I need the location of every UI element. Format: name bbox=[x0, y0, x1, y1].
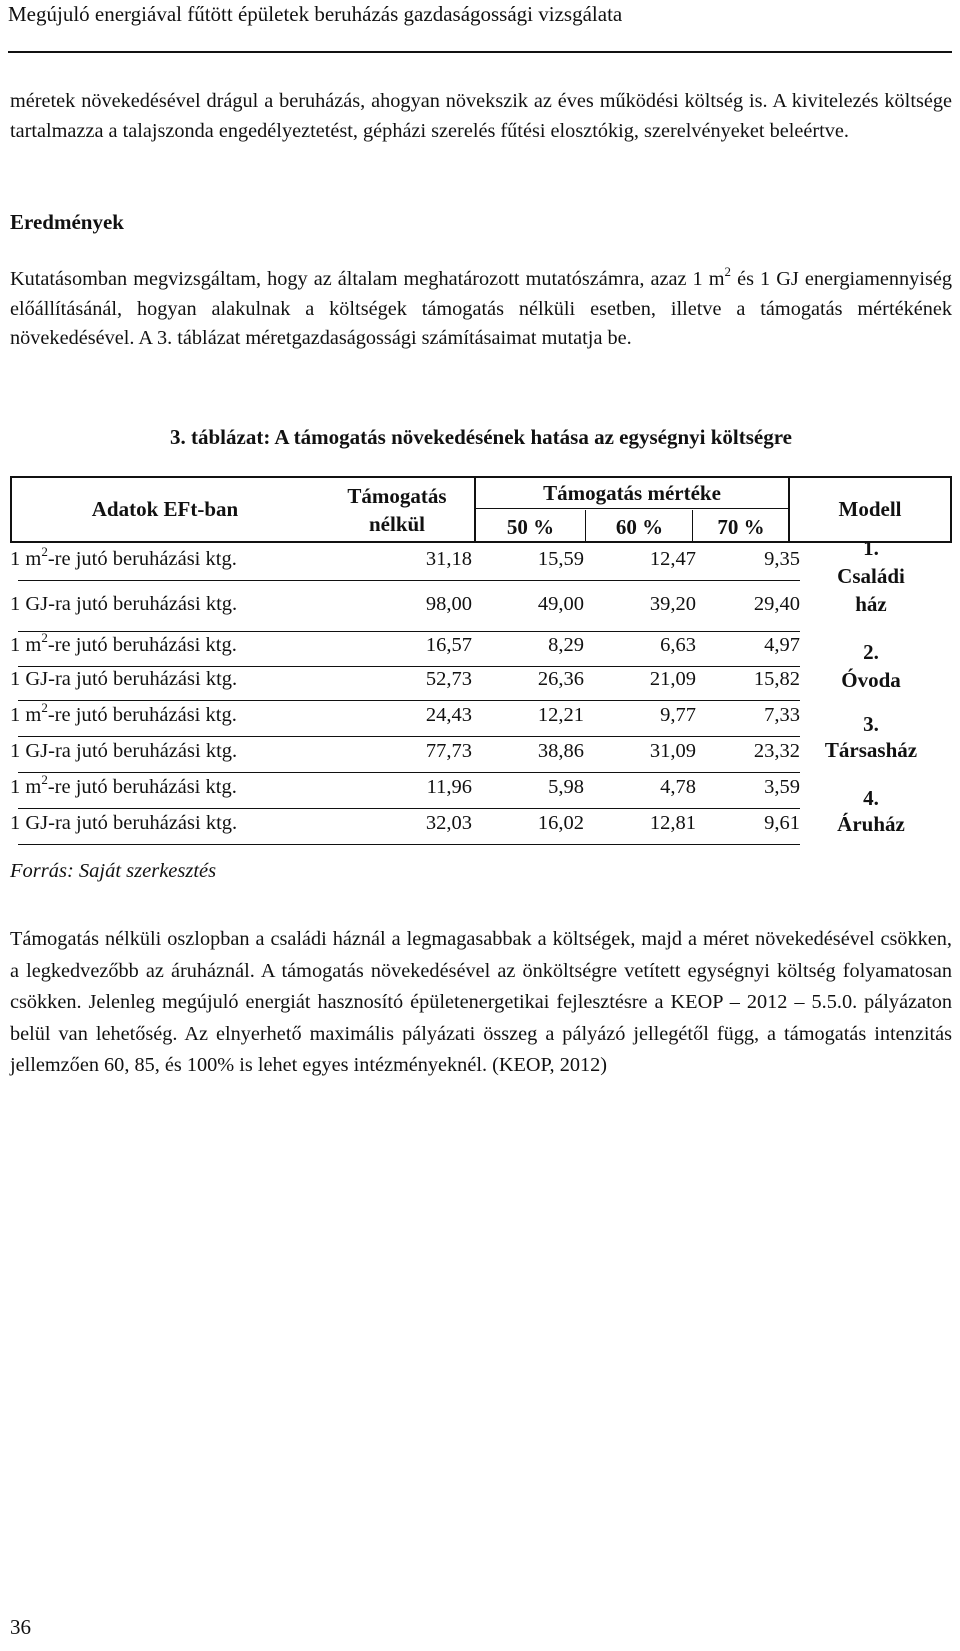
row-label: 1 GJ-ra jutó beruházási ktg. bbox=[10, 740, 238, 762]
header-support-rate: Támogatás mértéke bbox=[543, 481, 721, 505]
header-right-rule bbox=[950, 476, 952, 543]
row-label-text: 1 m bbox=[10, 634, 42, 656]
cell-no-support: 77,73 bbox=[425, 740, 472, 762]
header-data-label: Adatok EFt-ban bbox=[91, 497, 239, 521]
header-rule bbox=[8, 51, 952, 53]
header-no-support-2: nélkül bbox=[368, 512, 426, 536]
rate-divider-rule bbox=[476, 508, 788, 509]
row-label-text: 1 m bbox=[10, 704, 42, 726]
cell-no-support: 32,03 bbox=[425, 812, 472, 834]
row-label-sup: 2 bbox=[41, 630, 48, 645]
page-number: 36 bbox=[10, 1615, 31, 1639]
conclusion-paragraph: Támogatás nélküli oszlopban a családi háznál a legmagasabbak a költségek, majd a méret növekedésével csökken, a legkedvezőbb az áruháznál. A támogatás növekedésével az önköltségre vetített egységnyi költség folyamatosan csökken. Jelenleg megújuló energiát hasznosító épületenergetikai fejlesztésre a KEOP – 2012 – 5.5.0. pályázaton belül van lehetőség. Az elnyerhető maximális pályázati összeg a pályázó jellegétől függ, a támogatás intenzitás jellemzően 60, 85, és 100% is lehet egyes intézményeknél. (KEOP, 2012) bbox=[10, 928, 952, 1076]
row-label-text: 1 m bbox=[10, 776, 42, 798]
cell-rate-70: 23,32 bbox=[753, 740, 800, 762]
header-rate-50: 50 % bbox=[506, 515, 555, 539]
table-caption: 3. táblázat: A támogatás növekedésének hatása az egységnyi költségre bbox=[170, 425, 792, 449]
cell-rate-60: 9,77 bbox=[660, 704, 696, 726]
cell-rate-70: 29,40 bbox=[753, 593, 800, 615]
header-no-support-1: Támogatás bbox=[347, 484, 447, 508]
model-label: Áruház bbox=[837, 812, 905, 836]
row-label bbox=[10, 630, 237, 657]
cell-rate-60: 6,63 bbox=[660, 634, 696, 656]
row-rule bbox=[18, 844, 800, 845]
table-row bbox=[10, 544, 800, 584]
header-col-rule-3 bbox=[692, 510, 693, 543]
cell-rate-60: 21,09 bbox=[649, 668, 696, 690]
table-row bbox=[10, 668, 800, 704]
cell-rate-60: 12,81 bbox=[649, 812, 696, 834]
row-rule bbox=[18, 631, 800, 632]
cell-rate-60: 39,20 bbox=[649, 593, 696, 615]
row-label-sup: 2 bbox=[41, 772, 48, 787]
table-row bbox=[10, 630, 800, 670]
row-rule bbox=[18, 666, 800, 667]
model-label: ház bbox=[855, 592, 887, 616]
results-superscript: 2 bbox=[724, 264, 732, 279]
model-label: Társasház bbox=[824, 738, 918, 762]
cell-rate-70: 4,97 bbox=[764, 634, 800, 656]
header-model: Modell bbox=[838, 497, 902, 521]
cell-rate-50: 12,21 bbox=[537, 704, 584, 726]
cell-rate-70: 9,35 bbox=[764, 548, 800, 570]
model-label: 2. bbox=[863, 640, 879, 664]
table-row bbox=[10, 740, 800, 776]
cell-rate-70: 3,59 bbox=[764, 776, 800, 798]
model-label: Családi bbox=[837, 564, 905, 588]
row-label-text: -re jutó beruházási ktg. bbox=[47, 548, 237, 570]
header-rate-60: 60 % bbox=[615, 515, 664, 539]
cell-rate-50: 26,36 bbox=[537, 668, 584, 690]
row-label bbox=[10, 700, 237, 727]
cell-rate-60: 12,47 bbox=[649, 548, 696, 570]
results-text-2: és 1 GJ energiamennyiség előállításánál, hogyan alakulnak a költségek támogatás nélküli esetben, illetve a támogatás mértékének növekedésével. A 3. táblázat méretgazdaságossági számításaimat mutatja be. bbox=[10, 268, 952, 349]
row-label: 1 GJ-ra jutó beruházási ktg. bbox=[10, 812, 238, 834]
row-label: 1 GJ-ra jutó beruházási ktg. bbox=[10, 668, 238, 690]
cell-rate-50: 5,98 bbox=[548, 776, 584, 798]
row-label-sup: 2 bbox=[41, 544, 48, 559]
header-rate-70: 70 % bbox=[717, 515, 765, 539]
row-rule bbox=[18, 700, 800, 701]
table-row bbox=[10, 700, 800, 740]
cell-no-support: 52,73 bbox=[425, 668, 472, 690]
cell-rate-50: 8,29 bbox=[548, 634, 584, 656]
cell-rate-50: 16,02 bbox=[537, 812, 584, 834]
cell-rate-50: 49,00 bbox=[537, 593, 584, 615]
row-label-text: -re jutó beruházási ktg. bbox=[47, 776, 237, 798]
cell-no-support: 16,57 bbox=[425, 634, 472, 656]
table-header bbox=[10, 476, 952, 543]
row-rule bbox=[18, 580, 800, 581]
cell-rate-50: 38,86 bbox=[537, 740, 584, 762]
results-text-1: Kutatásomban megvizsgáltam, hogy az általam meghatározott mutatószámra, azaz 1 m bbox=[10, 268, 725, 290]
row-rule bbox=[18, 808, 800, 809]
model-label: Óvoda bbox=[841, 668, 901, 692]
cell-no-support: 11,96 bbox=[426, 776, 472, 798]
row-label: 1 GJ-ra jutó beruházási ktg. bbox=[10, 593, 238, 615]
cell-no-support: 24,43 bbox=[425, 704, 472, 726]
row-label-text: -re jutó beruházási ktg. bbox=[47, 704, 237, 726]
cell-rate-50: 15,59 bbox=[537, 548, 584, 570]
row-label bbox=[10, 544, 237, 571]
cell-no-support: 31,18 bbox=[425, 548, 472, 570]
cell-rate-70: 7,33 bbox=[764, 704, 800, 726]
cell-rate-70: 9,61 bbox=[764, 812, 800, 834]
cell-rate-60: 31,09 bbox=[649, 740, 696, 762]
cell-no-support: 98,00 bbox=[425, 593, 472, 615]
row-label bbox=[10, 772, 237, 799]
intro-paragraph: méretek növekedésével drágul a beruházás, ahogyan növekszik az éves működési költség is. A kivitelezés költsége tartalmazza a talajszonda engedélyeztetést, gépházi szerelés fűtési elosztókig, szerelvényeket beleértve. bbox=[10, 90, 952, 142]
table-row bbox=[10, 772, 800, 812]
model-label: 1. bbox=[863, 536, 879, 560]
results-paragraph bbox=[10, 265, 952, 354]
row-label-text: 1 m bbox=[10, 548, 42, 570]
row-rule bbox=[18, 772, 800, 773]
cell-rate-70: 15,82 bbox=[753, 668, 800, 690]
table-source: Forrás: Saját szerkesztés bbox=[10, 860, 217, 882]
row-rule bbox=[18, 736, 800, 737]
section-heading: Eredmények bbox=[10, 210, 124, 234]
row-label-sup: 2 bbox=[41, 700, 48, 715]
table-row bbox=[10, 812, 800, 848]
model-label: 4. bbox=[863, 786, 879, 810]
running-head: Megújuló energiával fűtött épületek beruházás gazdaságossági vizsgálata bbox=[8, 2, 623, 26]
cell-rate-60: 4,78 bbox=[660, 776, 696, 798]
model-label: 3. bbox=[863, 712, 879, 736]
table-row bbox=[10, 585, 800, 635]
row-label-text: -re jutó beruházási ktg. bbox=[47, 634, 237, 656]
header-col-rule-2 bbox=[585, 510, 586, 543]
